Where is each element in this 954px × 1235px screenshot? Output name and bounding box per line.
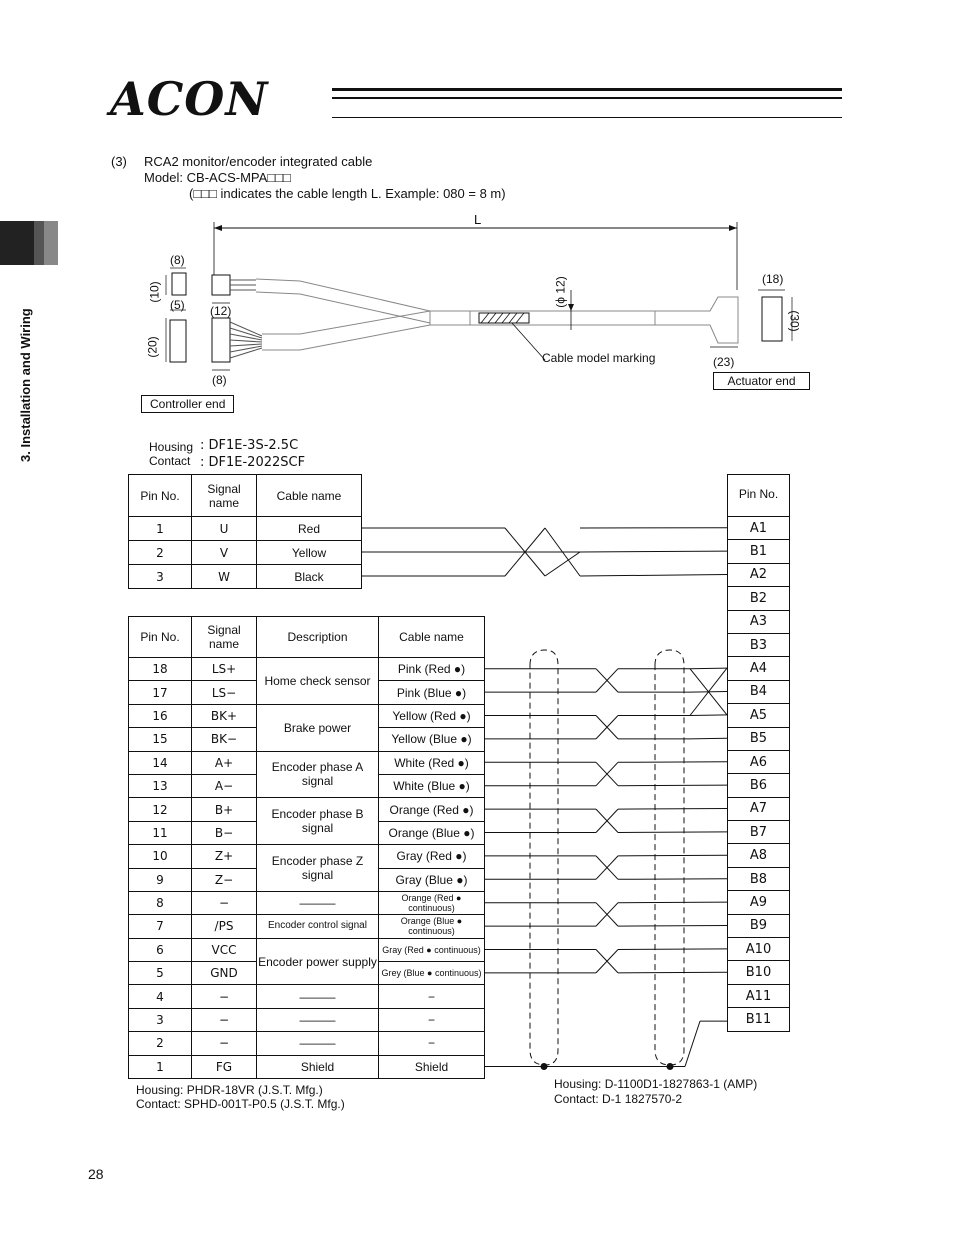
pin-cell: 8 bbox=[129, 891, 192, 914]
pin-cell: 1 bbox=[129, 517, 192, 541]
pin-cell: 3 bbox=[129, 1008, 192, 1031]
pin-cell: A5 bbox=[728, 704, 790, 727]
cable-cell: Orange (Red ● continuous) bbox=[379, 891, 485, 914]
wire bbox=[690, 715, 727, 716]
pin-cell: A3 bbox=[728, 610, 790, 633]
wire bbox=[690, 738, 727, 739]
pin-cell: A2 bbox=[728, 563, 790, 586]
cable-cell: Red bbox=[257, 517, 362, 541]
pin-cell: 2 bbox=[129, 541, 192, 565]
dim-label: (18) bbox=[762, 272, 784, 286]
shield-outline-right bbox=[655, 650, 684, 1065]
housing-label: Housing bbox=[149, 440, 194, 454]
signal-cell: B− bbox=[192, 821, 257, 844]
signal-cell: V bbox=[192, 541, 257, 565]
wire bbox=[618, 762, 727, 763]
lower-right-housing: Housing: D-1100D1-1827863-1 (AMP) bbox=[554, 1077, 758, 1091]
signal-cell: BK+ bbox=[192, 704, 257, 727]
contact-value: : DF1E-2022SCF bbox=[200, 455, 306, 470]
description-cell: Brake power bbox=[257, 704, 379, 751]
pin-cell: A1 bbox=[728, 517, 790, 540]
lower-right-contact: Contact: D-1 1827570-2 bbox=[554, 1092, 683, 1106]
length-label: L bbox=[474, 212, 482, 227]
shield-junction bbox=[541, 1063, 548, 1070]
signal-cell: VCC bbox=[192, 938, 257, 961]
cable-cell: − bbox=[379, 985, 485, 1008]
cable-cell: Gray (Red ●) bbox=[379, 845, 485, 868]
signal-cell: LS+ bbox=[192, 658, 257, 681]
signal-cell: /PS bbox=[192, 915, 257, 938]
pin-cell: 10 bbox=[129, 845, 192, 868]
cable-cell: − bbox=[379, 1008, 485, 1031]
lower-left-housing: Housing: PHDR-18VR (J.S.T. Mfg.) bbox=[136, 1083, 323, 1097]
wire bbox=[545, 552, 580, 576]
cable-cell: Pink (Red ●) bbox=[379, 658, 485, 681]
lower-left-contact: Contact: SPHD-001T-P0.5 (J.S.T. Mfg.) bbox=[136, 1097, 345, 1111]
pin-cell: B7 bbox=[728, 821, 790, 844]
pin-cell: 17 bbox=[129, 681, 192, 704]
contact-label: Contact bbox=[149, 454, 191, 468]
shield-outline-left bbox=[530, 650, 558, 1065]
pin-cell: 15 bbox=[129, 728, 192, 751]
pin-cell: A9 bbox=[728, 891, 790, 914]
wire bbox=[618, 972, 727, 973]
description-cell: ——— bbox=[257, 1008, 379, 1031]
col-header: Description bbox=[257, 617, 379, 658]
pin-cell: 18 bbox=[129, 658, 192, 681]
dim-label: (30) bbox=[787, 310, 802, 332]
description-cell: Encoder control signal bbox=[257, 915, 379, 938]
pin-cell: 1 bbox=[129, 1055, 192, 1078]
col-header: Pin No. bbox=[129, 617, 192, 658]
pin-cell: 11 bbox=[129, 821, 192, 844]
housing-part: DF1E-3S-2.5C bbox=[208, 438, 299, 453]
wire bbox=[618, 949, 727, 950]
pin-cell: B4 bbox=[728, 680, 790, 703]
signal-cell: W bbox=[192, 565, 257, 589]
cable-cell: Black bbox=[257, 565, 362, 589]
length-note: (□□□ indicates the cable length L. Example: 080 = 8 m) bbox=[189, 186, 506, 201]
signal-cell: U bbox=[192, 517, 257, 541]
signal-cell: LS− bbox=[192, 681, 257, 704]
acon-logo: ACON bbox=[110, 72, 269, 126]
pin-cell: B3 bbox=[728, 633, 790, 656]
signal-cell: A+ bbox=[192, 751, 257, 774]
description-cell: Encoder phase B signal bbox=[257, 798, 379, 845]
cable-cell: − bbox=[379, 1032, 485, 1055]
pin-cell: A10 bbox=[728, 938, 790, 961]
pin-cell: 16 bbox=[129, 704, 192, 727]
pin-cell: 12 bbox=[129, 798, 192, 821]
wire bbox=[618, 809, 727, 810]
signal-cell: A− bbox=[192, 774, 257, 797]
housing-value: : DF1E-3S-2.5C bbox=[200, 438, 299, 453]
col-header: Signal name bbox=[192, 475, 257, 517]
section-number: (3) bbox=[111, 154, 127, 169]
dim-label: (23) bbox=[713, 355, 735, 369]
dim-label: (10) bbox=[147, 281, 162, 303]
dim-label: (8) bbox=[212, 373, 227, 387]
wire bbox=[618, 926, 727, 927]
description-cell: Encoder phase Z signal bbox=[257, 845, 379, 892]
pin-cell: B8 bbox=[728, 867, 790, 890]
description-cell: ——— bbox=[257, 1032, 379, 1055]
shield-wire bbox=[685, 1021, 700, 1066]
cable-cell: Gray (Red ● continuous) bbox=[379, 938, 485, 961]
signal-cell: − bbox=[192, 1008, 257, 1031]
pin-cell: A8 bbox=[728, 844, 790, 867]
pin-cell: B9 bbox=[728, 914, 790, 937]
description-cell: Shield bbox=[257, 1055, 379, 1078]
pin-cell: 9 bbox=[129, 868, 192, 891]
cable-cell: Pink (Blue ●) bbox=[379, 681, 485, 704]
pin-cell: A4 bbox=[728, 657, 790, 680]
cable-model-marking-label: Cable model marking bbox=[542, 351, 656, 365]
contact-part: DF1E-2022SCF bbox=[208, 455, 306, 470]
signal-cell: BK− bbox=[192, 728, 257, 751]
pin-cell: 6 bbox=[129, 938, 192, 961]
signal-cell: − bbox=[192, 891, 257, 914]
shield-junction bbox=[667, 1063, 674, 1070]
model-line: Model: CB-ACS-MPA□□□ bbox=[144, 170, 291, 185]
controller-end-label: Controller end bbox=[141, 395, 234, 413]
col-header: Pin No. bbox=[728, 475, 790, 517]
wire bbox=[618, 832, 727, 833]
pin-cell: 14 bbox=[129, 751, 192, 774]
actuator-end-label: Actuator end bbox=[713, 372, 810, 390]
pin-cell: A7 bbox=[728, 797, 790, 820]
cable-cell: Shield bbox=[379, 1055, 485, 1078]
col-header: Signal name bbox=[192, 617, 257, 658]
cable-cell: White (Red ●) bbox=[379, 751, 485, 774]
pin-cell: 13 bbox=[129, 774, 192, 797]
pin-cell: 3 bbox=[129, 565, 192, 589]
wire bbox=[580, 551, 727, 552]
signal-cell: − bbox=[192, 985, 257, 1008]
pin-cell: B11 bbox=[728, 1008, 790, 1031]
cable-cell: Orange (Red ●) bbox=[379, 798, 485, 821]
cable-cell: Gray (Blue ●) bbox=[379, 868, 485, 891]
pin-cell: B10 bbox=[728, 961, 790, 984]
cable-cell: Yellow (Blue ●) bbox=[379, 728, 485, 751]
pin-cell: A11 bbox=[728, 984, 790, 1007]
wire bbox=[618, 879, 727, 880]
cable-cell: White (Blue ●) bbox=[379, 774, 485, 797]
wire bbox=[618, 902, 727, 903]
side-tab-label: 3. Installation and Wiring bbox=[18, 308, 33, 462]
description-cell: ——— bbox=[257, 985, 379, 1008]
pin-cell: A6 bbox=[728, 750, 790, 773]
signal-cell: − bbox=[192, 1032, 257, 1055]
dim-label: (20) bbox=[145, 336, 160, 358]
pin-cell: B6 bbox=[728, 774, 790, 797]
cable-cell: Orange (Blue ● continuous) bbox=[379, 915, 485, 938]
pin-cell: B5 bbox=[728, 727, 790, 750]
dim-label: (12) bbox=[210, 304, 232, 318]
description-cell: ——— bbox=[257, 891, 379, 914]
col-header: Pin No. bbox=[129, 475, 192, 517]
description-cell: Encoder phase A signal bbox=[257, 751, 379, 798]
page-number: 28 bbox=[88, 1166, 104, 1182]
col-header: Cable name bbox=[379, 617, 485, 658]
cable-cell: Grey (Blue ● continuous) bbox=[379, 962, 485, 985]
pin-cell: 7 bbox=[129, 915, 192, 938]
pin-cell: 4 bbox=[129, 985, 192, 1008]
wire bbox=[618, 785, 727, 786]
signal-cell: B+ bbox=[192, 798, 257, 821]
signal-cell: Z+ bbox=[192, 845, 257, 868]
description-cell: Encoder power supply bbox=[257, 938, 379, 985]
pin-cell: 2 bbox=[129, 1032, 192, 1055]
col-header: Cable name bbox=[257, 475, 362, 517]
wire bbox=[618, 855, 727, 856]
dim-label: (5) bbox=[170, 298, 185, 312]
dim-label: (ϕ 12) bbox=[553, 276, 568, 308]
pin-cell: 5 bbox=[129, 962, 192, 985]
wire bbox=[690, 668, 727, 669]
cable-cell: Yellow bbox=[257, 541, 362, 565]
signal-cell: FG bbox=[192, 1055, 257, 1078]
dim-label: (8) bbox=[170, 253, 185, 267]
description-cell: Home check sensor bbox=[257, 658, 379, 705]
signal-cell: Z− bbox=[192, 868, 257, 891]
pin-cell: B1 bbox=[728, 540, 790, 563]
pin-cell: B2 bbox=[728, 587, 790, 610]
signal-cell: GND bbox=[192, 962, 257, 985]
cable-cell: Yellow (Red ●) bbox=[379, 704, 485, 727]
section-title: RCA2 monitor/encoder integrated cable bbox=[144, 154, 373, 169]
cable-cell: Orange (Blue ●) bbox=[379, 821, 485, 844]
wire bbox=[580, 575, 727, 577]
